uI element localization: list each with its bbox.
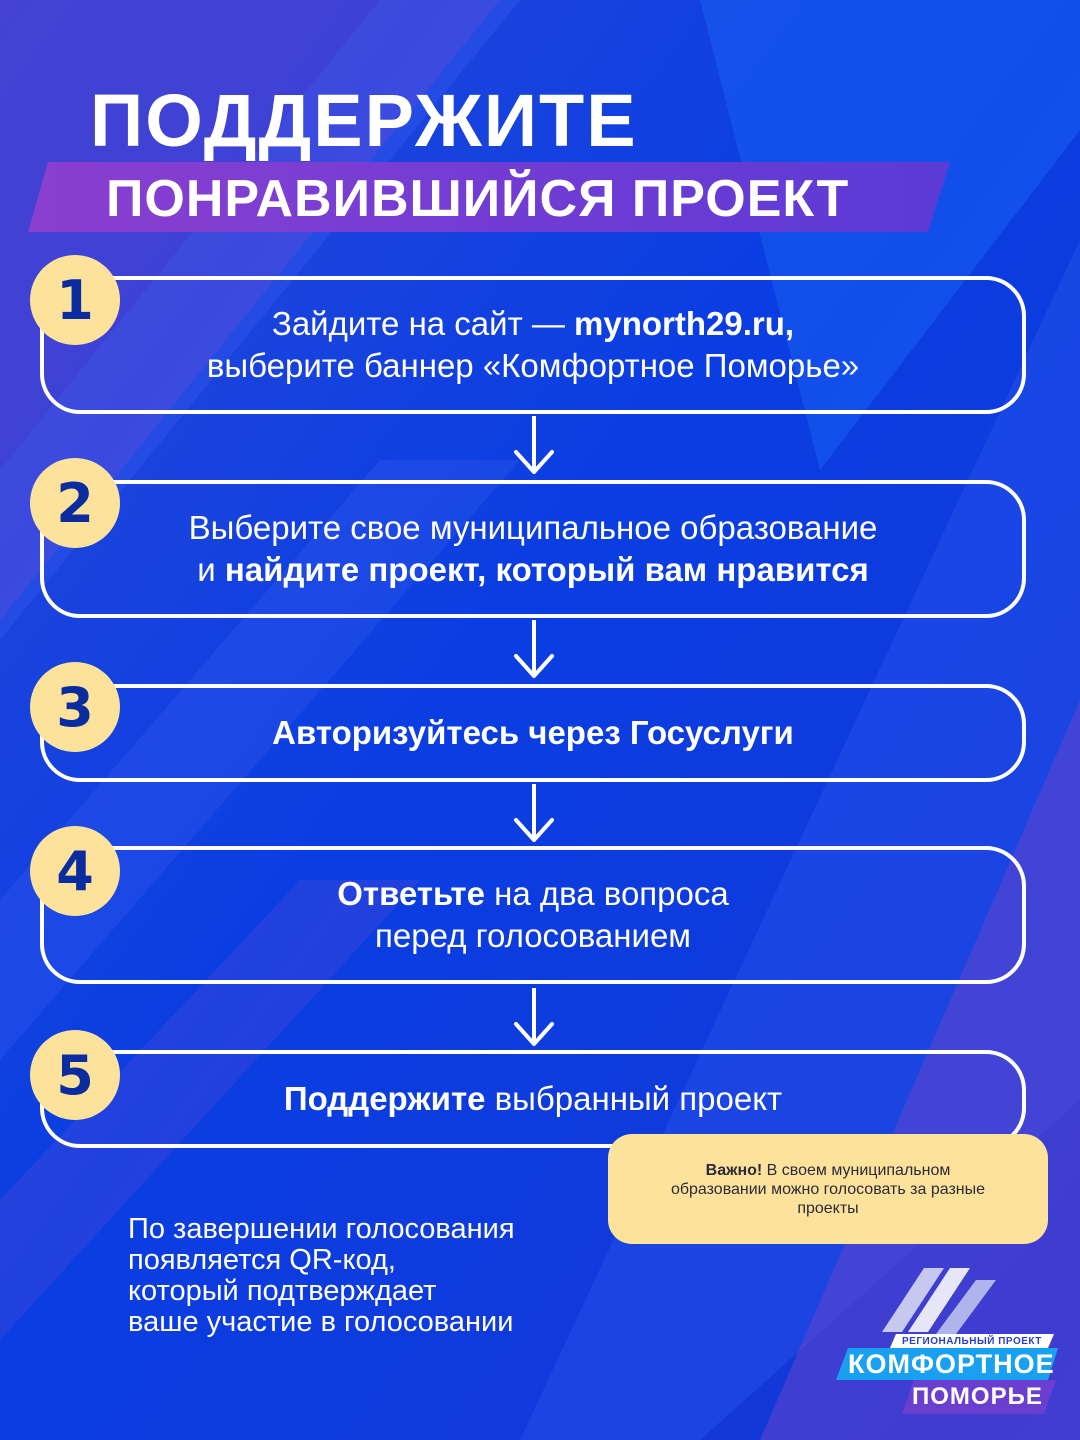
footer-line-3: который подтверждает [128,1275,437,1307]
step-3-badge: 3 [30,662,120,752]
arrow-down-icon [512,986,556,1048]
footer-line-2: появляется QR-код, [128,1244,396,1276]
logo-small-text: РЕГИОНАЛЬНЫЙ ПРОЕКТ [902,1336,1042,1347]
step-1-site-link[interactable]: mynorth29.ru, [574,305,795,342]
step-2-line2-bold: найдите проект, который вам нравится [224,551,869,588]
important-note-text [658,1161,998,1218]
page-title: ПОДДЕРЖИТЕ [90,79,638,162]
step-1-line2: выберите баннер «Комфортное Поморье» [206,347,860,384]
arrow-down-icon [512,618,556,680]
step-1-line1-prefix: Зайдите на сайт — [271,305,575,342]
step-3-text [272,712,794,754]
arrow-down-icon [512,782,556,844]
footer-line-4: ваше участие в голосовании [128,1306,514,1338]
step-2-card [40,480,1026,618]
important-note-body: В своем муниципальном образовании можно голосовать за разные проекты [670,1161,986,1217]
step-1-card [40,276,1026,414]
step-5-text [284,1078,782,1120]
step-2-line1: Выберите свое муниципальное образование [188,509,878,546]
important-note [608,1134,1048,1244]
step-4-line2: перед голосованием [375,917,691,954]
arrow-down-icon [512,414,556,476]
step-1-text [207,303,859,387]
step-5-badge: 5 [30,1030,120,1120]
step-5-rest: выбранный проект [485,1080,783,1117]
step-4-line1-rest: на два вопроса [484,875,729,912]
step-3-bold: Авторизуйтесь через Госуслуги [272,714,794,751]
logo-main-text: КОМФОРТНОЕ [848,1349,1055,1379]
step-4-card [40,846,1026,984]
footer-line-1: По завершении голосования [128,1213,515,1245]
logo-sub-text: ПОМОРЬЕ [912,1383,1043,1410]
footer-text [128,1214,588,1338]
step-1-badge: 1 [30,255,120,345]
step-4-text [337,873,728,957]
step-5-bold: Поддержите [283,1080,486,1117]
step-2-line2-prefix: и [197,551,225,588]
step-4-badge: 4 [30,826,120,916]
page-subtitle: ПОНРАВИВШИЙСЯ ПРОЕКТ [106,170,850,228]
step-4-line1-bold: Ответьте [337,875,485,912]
step-2-text [189,507,878,591]
step-3-card [40,684,1026,782]
important-note-bold: Важно! [705,1161,763,1179]
step-2-badge: 2 [30,458,120,548]
